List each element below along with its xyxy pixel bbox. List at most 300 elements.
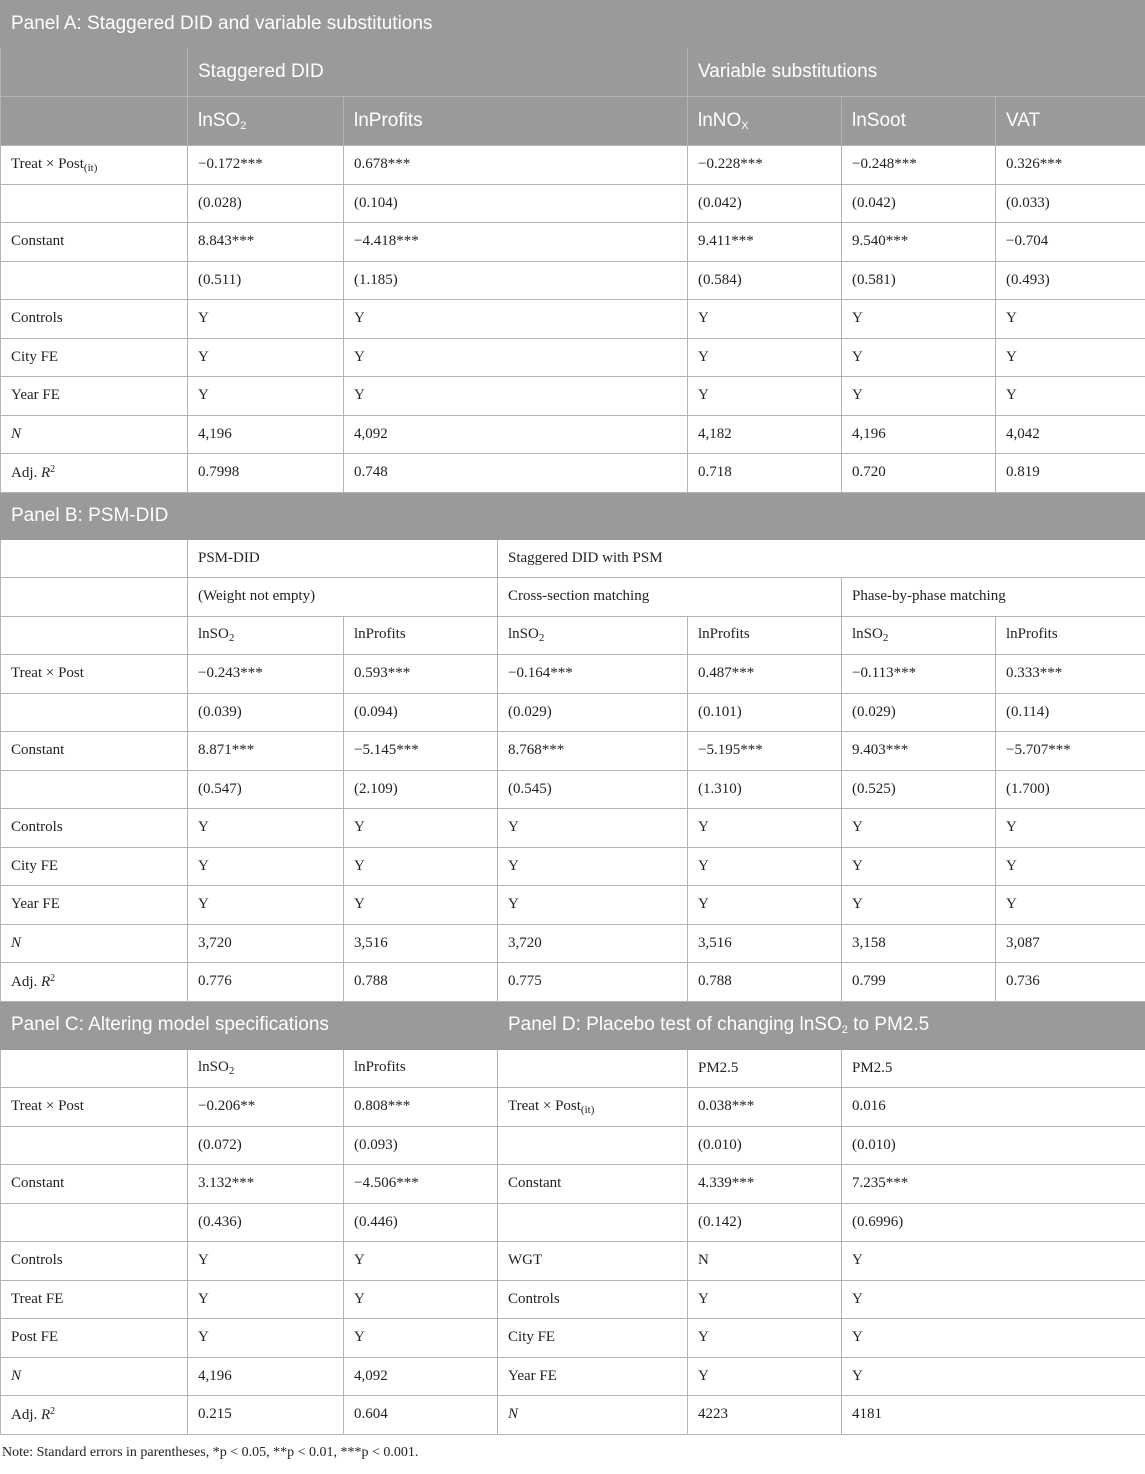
- row-label-cell: [1, 1203, 188, 1242]
- value-cell: [344, 847, 498, 886]
- value: 8.871***: [198, 742, 255, 759]
- value: 0.776: [198, 973, 232, 990]
- value: 4,196: [198, 1367, 232, 1384]
- value: Y: [1006, 857, 1017, 874]
- value-cell: [842, 1319, 1145, 1358]
- row-label-cell: [1, 1357, 188, 1396]
- row-label: City FE: [11, 857, 59, 874]
- value-cell: [188, 770, 344, 809]
- row-label-cell: [1, 300, 188, 339]
- value-cell: [842, 847, 996, 886]
- value-cell: [688, 184, 842, 223]
- value-cell: [344, 924, 498, 963]
- col-head-text: lnSO: [198, 110, 241, 131]
- panel-a-row: [1, 223, 1145, 262]
- value: 3,087: [1006, 934, 1040, 951]
- row-label: Treat × Post: [11, 155, 84, 172]
- panel-b-row: [1, 655, 1145, 694]
- value: (0.114): [1006, 703, 1050, 720]
- panel-d-title-post: to PM2.5: [847, 1014, 930, 1035]
- group-variable-substitutions: Variable substitutions: [698, 61, 878, 82]
- panel-a-banner: [1, 1, 1145, 48]
- value: 9.411***: [698, 233, 754, 250]
- value: −0.206**: [198, 1098, 256, 1115]
- col-head-text: PM2.5: [698, 1059, 739, 1076]
- panel-b-col-head: [344, 616, 498, 655]
- value: Y: [698, 310, 709, 327]
- row-label: City FE: [11, 348, 59, 365]
- panel-a-row: [1, 146, 1145, 185]
- value-cell: [498, 770, 688, 809]
- panel-b-title: Panel B: PSM-DID: [11, 504, 169, 526]
- value-cell: [344, 770, 498, 809]
- value-cell: [996, 223, 1145, 262]
- value-cell: [188, 146, 344, 185]
- value: (2.109): [354, 780, 398, 797]
- panel-b-sub-1: [188, 578, 498, 617]
- value-cell: [842, 1280, 1145, 1319]
- col-head-subscript: 2: [240, 120, 247, 132]
- value-cell: [188, 1165, 344, 1204]
- row-label: Constant: [11, 742, 65, 759]
- value-cell: [344, 300, 688, 339]
- value-cell: [842, 261, 996, 300]
- value: −0.172***: [198, 156, 263, 173]
- row-label-cell: [1, 1165, 188, 1204]
- value: 0.819: [1006, 464, 1040, 481]
- row-label: Year FE: [508, 1367, 557, 1384]
- blank-cell: [1, 48, 188, 97]
- panel-d-banner: [498, 1001, 1145, 1049]
- value: (0.446): [354, 1213, 398, 1230]
- value: (0.545): [508, 780, 552, 797]
- value-cell: [188, 809, 344, 848]
- row-label-cell: [498, 1242, 688, 1281]
- value: 0.604: [354, 1406, 388, 1423]
- value-cell: [842, 146, 996, 185]
- row-label-cell: [1, 924, 188, 963]
- value: (0.039): [198, 703, 242, 720]
- value-cell: [842, 924, 996, 963]
- col-head-text: lnProfits: [1006, 626, 1058, 643]
- col-head-subscript: 2: [228, 632, 235, 645]
- col-head-subscript: 2: [538, 632, 545, 645]
- value: Y: [698, 387, 709, 404]
- value-cell: [842, 693, 996, 732]
- value-cell: [688, 1319, 842, 1358]
- panel-b-sub-3: [842, 578, 1145, 617]
- group-staggered-did: Staggered DID: [198, 61, 324, 82]
- row-label-cell: [1, 1319, 188, 1358]
- row-label: Controls: [11, 310, 63, 327]
- value: −0.704: [1006, 233, 1049, 250]
- value-cell: [688, 338, 842, 377]
- panel-a-row: [1, 415, 1145, 454]
- col-head-text: VAT: [1006, 110, 1041, 131]
- value-cell: [498, 847, 688, 886]
- value: Y: [698, 857, 709, 874]
- panel-b-row: [1, 809, 1145, 848]
- value-cell: [188, 338, 344, 377]
- value: Y: [198, 857, 209, 874]
- panel-b-group-row: [1, 539, 1145, 578]
- value: Y: [698, 1329, 709, 1346]
- value-cell: [188, 377, 344, 416]
- panel-b-group-2: [498, 539, 1145, 578]
- value: Y: [354, 896, 365, 913]
- r2-superscript: 2: [50, 1405, 56, 1417]
- col-head-text: lnProfits: [354, 1059, 406, 1076]
- value-cell: [688, 1203, 842, 1242]
- value: 3,516: [354, 934, 388, 951]
- value-cell: [188, 732, 344, 771]
- value-cell: [688, 732, 842, 771]
- panel-cd-row: [1, 1396, 1145, 1435]
- value: 0.775: [508, 973, 542, 990]
- value-cell: [344, 809, 498, 848]
- value-cell: [996, 338, 1145, 377]
- row-label-cell: [1, 454, 188, 493]
- value-cell: [842, 886, 996, 925]
- value: (1.700): [1006, 780, 1050, 797]
- value-cell: [996, 809, 1145, 848]
- value: 0.038***: [698, 1098, 755, 1115]
- value-cell: [344, 377, 688, 416]
- value: Y: [354, 310, 365, 327]
- value-cell: [996, 454, 1145, 493]
- value: (0.010): [852, 1136, 896, 1153]
- panel-a-row: [1, 338, 1145, 377]
- value-cell: [842, 415, 996, 454]
- value: (0.010): [698, 1136, 742, 1153]
- value: 0.333***: [1006, 665, 1063, 682]
- value-cell: [996, 732, 1145, 771]
- value: 0.799: [852, 973, 886, 990]
- value: N: [698, 1252, 709, 1269]
- value: 4,196: [852, 425, 886, 442]
- value: Y: [1006, 896, 1017, 913]
- value-cell: [188, 1242, 344, 1281]
- value: Y: [698, 348, 709, 365]
- value-cell: [842, 1203, 1145, 1242]
- value-cell: [996, 963, 1145, 1002]
- panel-cd-row: [1, 1126, 1145, 1165]
- group-staggered-psm: Staggered DID with PSM: [508, 549, 663, 566]
- value-cell: [344, 261, 688, 300]
- value: (0.029): [852, 703, 896, 720]
- value-cell: [344, 886, 498, 925]
- value-cell: [498, 809, 688, 848]
- row-label-cell: [1, 809, 188, 848]
- r2-superscript: 2: [50, 463, 56, 475]
- panel-b-group-1: [188, 539, 498, 578]
- panel-a-col-head: [188, 97, 344, 146]
- value-cell: [842, 1088, 1145, 1127]
- value-cell: [996, 184, 1145, 223]
- value: Y: [852, 896, 863, 913]
- value: (0.511): [198, 271, 242, 288]
- value-cell: [498, 732, 688, 771]
- value-cell: [996, 377, 1145, 416]
- r-symbol: R: [41, 973, 51, 990]
- row-label: City FE: [508, 1329, 556, 1346]
- value: 4.339***: [698, 1175, 755, 1192]
- row-label: Adj. R: [11, 464, 51, 481]
- value: Y: [354, 1329, 365, 1346]
- value-cell: [188, 886, 344, 925]
- value-cell: [188, 1126, 344, 1165]
- value-cell: [842, 338, 996, 377]
- value-cell: [498, 886, 688, 925]
- row-label-cell: [1, 1088, 188, 1127]
- value: Y: [198, 819, 209, 836]
- value: 0.487***: [698, 665, 755, 682]
- value-cell: [344, 223, 688, 262]
- value-cell: [842, 732, 996, 771]
- panel-b-col-head: [688, 616, 842, 655]
- panel-d-col-head: [688, 1049, 842, 1088]
- group-psm-did: PSM-DID: [198, 549, 260, 566]
- value-cell: [688, 1126, 842, 1165]
- panel-d-title-subscript: 2: [841, 1024, 848, 1036]
- panel-a-group-row: [1, 48, 1145, 97]
- row-label-cell: [1, 415, 188, 454]
- value: 3.132***: [198, 1175, 255, 1192]
- value: Y: [198, 1290, 209, 1307]
- blank-cell: [1, 1049, 188, 1088]
- col-head-text: lnProfits: [354, 626, 406, 643]
- row-label-cell: [498, 1319, 688, 1358]
- panel-b-row: [1, 924, 1145, 963]
- value-cell: [688, 1165, 842, 1204]
- value-cell: [188, 1357, 344, 1396]
- panel-cd-row: [1, 1088, 1145, 1127]
- value: 4,042: [1006, 425, 1040, 442]
- value: Y: [698, 819, 709, 836]
- value: Y: [852, 1252, 863, 1269]
- value-cell: [842, 1242, 1145, 1281]
- value-cell: [188, 655, 344, 694]
- value: Y: [852, 1329, 863, 1346]
- value-cell: [344, 184, 688, 223]
- blank-cell: [498, 1049, 688, 1088]
- value-cell: [188, 415, 344, 454]
- r2-superscript: 2: [50, 972, 56, 984]
- panel-cd-row: [1, 1165, 1145, 1204]
- panel-cd-row: [1, 1280, 1145, 1319]
- row-label: Year FE: [11, 896, 60, 913]
- blank-cell: [1, 97, 188, 146]
- value-cell: [842, 454, 996, 493]
- value: 0.016: [852, 1098, 886, 1115]
- value-cell: [188, 924, 344, 963]
- col-head-text: lnSO: [508, 626, 539, 643]
- value-cell: [688, 1088, 842, 1127]
- value: 0.215: [198, 1406, 232, 1423]
- value: (1.185): [354, 271, 398, 288]
- row-label: Controls: [11, 819, 63, 836]
- panel-b-col-head: [996, 616, 1145, 655]
- value: Y: [508, 819, 519, 836]
- row-label: WGT: [508, 1252, 543, 1269]
- value: Y: [198, 896, 209, 913]
- panel-d-col-head: [842, 1049, 1145, 1088]
- row-label-cell: [1, 1280, 188, 1319]
- panel-c-banner: [1, 1001, 498, 1049]
- value: (0.547): [198, 780, 242, 797]
- value-cell: [498, 655, 688, 694]
- row-label: N: [11, 934, 22, 951]
- value: Y: [354, 348, 365, 365]
- col-head-subscript: 2: [882, 632, 889, 645]
- value-cell: [188, 454, 344, 493]
- value-cell: [688, 377, 842, 416]
- value: 0.788: [354, 973, 388, 990]
- panel-b-row: [1, 770, 1145, 809]
- value-cell: [188, 1396, 344, 1435]
- value: 3,158: [852, 934, 886, 951]
- value-cell: [344, 454, 688, 493]
- row-label-cell: [1, 223, 188, 262]
- row-label: Constant: [508, 1175, 562, 1192]
- col-head-text: lnSO: [852, 626, 883, 643]
- value-cell: [688, 847, 842, 886]
- value: 0.808***: [354, 1098, 411, 1115]
- panel-a-title-row: [1, 1, 1145, 48]
- panel-a-col-row: [1, 97, 1145, 146]
- value-cell: [688, 693, 842, 732]
- value: (0.072): [198, 1136, 242, 1153]
- value-cell: [188, 963, 344, 1002]
- value-cell: [688, 1280, 842, 1319]
- panel-a-col-head: [344, 97, 688, 146]
- value-cell: [344, 1357, 498, 1396]
- value: Y: [354, 387, 365, 404]
- panel-b-row: [1, 886, 1145, 925]
- value-cell: [188, 223, 344, 262]
- sub-cross-section: Cross-section matching: [508, 588, 650, 605]
- value: Y: [852, 310, 863, 327]
- row-label-cell: [1, 886, 188, 925]
- value: 4,182: [698, 425, 732, 442]
- row-label: Treat FE: [11, 1290, 64, 1307]
- panel-a-row: [1, 300, 1145, 339]
- panel-b-row: [1, 693, 1145, 732]
- row-label: Treat × Post: [11, 1098, 84, 1115]
- value-cell: [188, 1319, 344, 1358]
- value: Y: [354, 1252, 365, 1269]
- value: Y: [198, 348, 209, 365]
- value-cell: [842, 1357, 1145, 1396]
- value-cell: [688, 261, 842, 300]
- panel-b-row: [1, 963, 1145, 1002]
- panel-a-col-head: [996, 97, 1145, 146]
- value: Y: [354, 819, 365, 836]
- value: −5.195***: [698, 742, 763, 759]
- value-cell: [344, 1280, 498, 1319]
- sub-phase-by-phase: Phase-by-phase matching: [852, 588, 1006, 605]
- row-label-subscript: (it): [83, 161, 98, 174]
- panel-b-banner: [1, 492, 1145, 539]
- value: −0.248***: [852, 156, 917, 173]
- value: (0.033): [1006, 194, 1050, 211]
- value-cell: [996, 300, 1145, 339]
- panel-cd-row: [1, 1319, 1145, 1358]
- table-note: Note: Standard errors in parentheses, *p < 0.05, **p < 0.01, ***p < 0.001.: [2, 1444, 419, 1460]
- panel-b-col-head: [188, 616, 344, 655]
- blank-cell: [1, 616, 188, 655]
- panel-b-col-head: [842, 616, 996, 655]
- value-cell: [188, 261, 344, 300]
- value: (0.029): [508, 703, 552, 720]
- value: 0.788: [698, 973, 732, 990]
- value: Y: [852, 1367, 863, 1384]
- row-label: Year FE: [11, 387, 60, 404]
- row-label: Treat × Post: [508, 1097, 581, 1114]
- value: (0.093): [354, 1136, 398, 1153]
- row-label-cell: [1, 1126, 188, 1165]
- value-cell: [188, 300, 344, 339]
- value: (0.436): [198, 1213, 242, 1230]
- value-cell: [996, 693, 1145, 732]
- row-label: Treat × Post: [11, 665, 84, 682]
- panel-a-row: [1, 184, 1145, 223]
- panel-d-title-pre: Panel D: Placebo test of changing lnSO: [508, 1014, 842, 1035]
- panel-cd-row: [1, 1203, 1145, 1242]
- row-label-cell: [1, 655, 188, 694]
- value: Y: [354, 1290, 365, 1307]
- value: −0.243***: [198, 665, 263, 682]
- value: (1.310): [698, 780, 742, 797]
- value: 0.593***: [354, 665, 411, 682]
- row-label-cell: [1, 963, 188, 1002]
- row-label-cell: [1, 146, 188, 185]
- value: 4,196: [198, 425, 232, 442]
- panel-a-col-head: [688, 97, 842, 146]
- value: −5.145***: [354, 742, 419, 759]
- value-cell: [498, 924, 688, 963]
- value-cell: [842, 223, 996, 262]
- row-label-cell: [498, 1126, 688, 1165]
- row-label-cell: [498, 1396, 688, 1435]
- value: (0.6996): [852, 1213, 904, 1230]
- value-cell: [842, 963, 996, 1002]
- value: Y: [852, 387, 863, 404]
- value: (0.028): [198, 194, 242, 211]
- value: 0.718: [698, 464, 732, 481]
- row-label: Post FE: [11, 1329, 59, 1346]
- value-cell: [688, 454, 842, 493]
- value-cell: [344, 1088, 498, 1127]
- panel-c-title: Panel C: Altering model specifications: [11, 1014, 329, 1035]
- value-cell: [498, 963, 688, 1002]
- r-symbol: R: [41, 464, 51, 481]
- panel-b-row: [1, 732, 1145, 771]
- row-label: Adj. R: [11, 973, 51, 990]
- row-label-cell: [1, 1242, 188, 1281]
- value: −5.707***: [1006, 742, 1071, 759]
- value-cell: [188, 1280, 344, 1319]
- row-label: N: [508, 1406, 519, 1423]
- panel-a-row: [1, 454, 1145, 493]
- value: (0.142): [698, 1213, 742, 1230]
- value: 3,720: [508, 934, 542, 951]
- panel-cd-col-row: [1, 1049, 1145, 1088]
- panel-b-title-row: [1, 492, 1145, 539]
- value-cell: [688, 963, 842, 1002]
- panel-cd-row: [1, 1357, 1145, 1396]
- value-cell: [996, 886, 1145, 925]
